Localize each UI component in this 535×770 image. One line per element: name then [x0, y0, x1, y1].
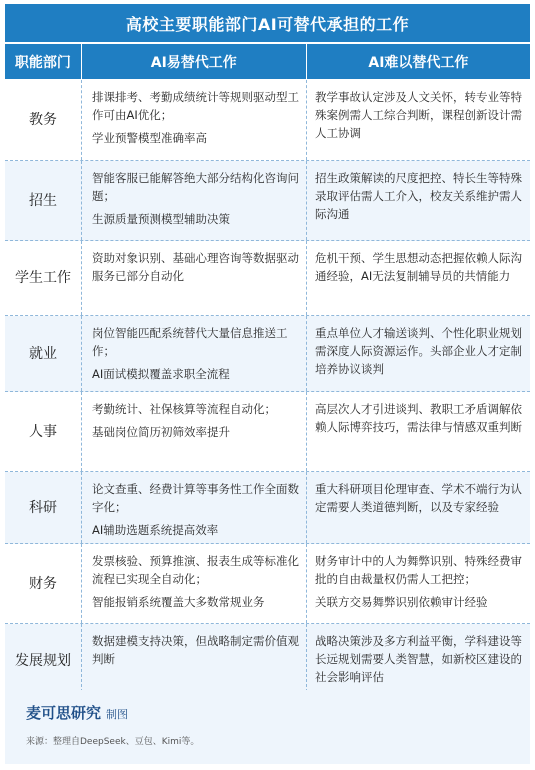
easy-item: 数据建模支持决策，但战略制定需价值观判断 [92, 634, 299, 666]
row-hard-cell [306, 624, 530, 697]
table-row [5, 161, 530, 241]
row-easy-cell [81, 544, 306, 623]
row-hard-cell [306, 544, 530, 623]
table-row [5, 624, 530, 698]
row-dept: 学生工作 [15, 270, 71, 286]
row-easy-cell [81, 241, 306, 315]
easy-item: 资助对象识别、基础心理咨询等数据驱动服务已部分自动化 [92, 251, 299, 283]
table-row [5, 544, 530, 624]
table-row [5, 241, 530, 316]
hard-item: 财务审计中的人为舞弊识别、特殊经费审批的自由裁量权仍需人工把控； [315, 554, 522, 586]
hard-item: 危机干预、学生思想动态把握依赖人际沟通经验，AI无法复制辅导员的共情能力 [315, 251, 522, 283]
brand-name: 麦可思研究 [26, 704, 102, 722]
easy-item: 排课排考、考勤成绩统计等规则驱动型工作可由AI优化； [92, 90, 299, 122]
easy-item: 生源质量预测模型辅助决策 [92, 212, 230, 226]
table-header [5, 44, 530, 79]
row-dept: 科研 [29, 499, 57, 516]
easy-item: AI辅助选题系统提高效率 [92, 523, 219, 537]
easy-item: 智能报销系统覆盖大多数常规业务 [92, 595, 265, 609]
page-title: 高校主要职能部门AI可替代承担的工作 [5, 4, 530, 42]
brand-logo-text [26, 702, 128, 723]
hard-item: 重点单位人才输送谈判、个性化职业规划需深度人际资源运作。头部企业人才定制培养协议谈判 [315, 326, 522, 376]
row-easy-cell [81, 161, 306, 240]
easy-item: 发票核验、预算推演、报表生成等标准化流程已实现全自动化； [92, 554, 299, 586]
table-body [5, 80, 530, 698]
table-row [5, 80, 530, 161]
row-easy-cell [81, 624, 306, 697]
row-hard-cell [306, 161, 530, 240]
row-dept: 招生 [29, 192, 57, 209]
easy-item: 论文查重、经费计算等事务性工作全面数字化； [92, 482, 299, 514]
table-row [5, 472, 530, 544]
source-note: 来源：整理自DeepSeek、豆包、Kimi等。 [26, 737, 200, 747]
hard-item: 高层次人才引进谈判、教职工矛盾调解依赖人际博弈技巧，需法律与情感双重判断 [315, 402, 522, 434]
row-hard-cell [306, 472, 530, 543]
row-dept: 教务 [29, 112, 57, 128]
easy-item: 基础岗位简历初筛效率提升 [92, 425, 230, 439]
footer [5, 690, 530, 764]
table-row [5, 392, 530, 472]
header-dept: 职能部门 [14, 54, 71, 71]
row-easy-cell [81, 392, 306, 471]
row-dept: 人事 [29, 423, 57, 440]
hard-item: 教学事故认定涉及人文关怀，转专业等特殊案例需人工综合判断，课程创新设计需人工协调 [315, 90, 522, 140]
brand-suffix: 制图 [106, 708, 129, 721]
easy-item: 岗位智能匹配系统替代大量信息推送工作； [92, 326, 288, 358]
row-hard-cell [306, 241, 530, 315]
row-dept: 财务 [29, 575, 57, 592]
row-easy-cell [81, 472, 306, 543]
row-dept: 就业 [29, 345, 57, 362]
easy-item: 智能客服已能解答绝大部分结构化咨询问题； [92, 171, 299, 203]
hard-item: 关联方交易舞弊识别依赖审计经验 [315, 595, 488, 609]
hard-item: 招生政策解读的尺度把控、特长生等特殊录取评估需人工介入，校友关系维护需人际沟通 [315, 171, 522, 221]
row-hard-cell [306, 80, 530, 160]
easy-item: 学业预警模型准确率高 [92, 131, 207, 145]
header-easy: AI易替代工作 [81, 44, 306, 79]
row-easy-cell [81, 80, 306, 160]
row-hard-cell [306, 316, 530, 391]
row-dept: 发展规划 [15, 652, 71, 669]
hard-item: 重大科研项目伦理审查、学术不端行为认定需要人类道德判断，以及专家经验 [315, 482, 522, 514]
row-easy-cell [81, 316, 306, 391]
row-hard-cell [306, 392, 530, 471]
easy-item: AI面试模拟覆盖求职全流程 [92, 367, 230, 381]
easy-item: 考勤统计、社保核算等流程自动化； [92, 402, 276, 416]
header-hard: AI难以替代工作 [306, 44, 530, 79]
table-row [5, 316, 530, 392]
hard-item: 战略决策涉及多方利益平衡，学科建设等长远规划需要人类智慧，如新校区建设的社会影响评估 [315, 634, 522, 684]
